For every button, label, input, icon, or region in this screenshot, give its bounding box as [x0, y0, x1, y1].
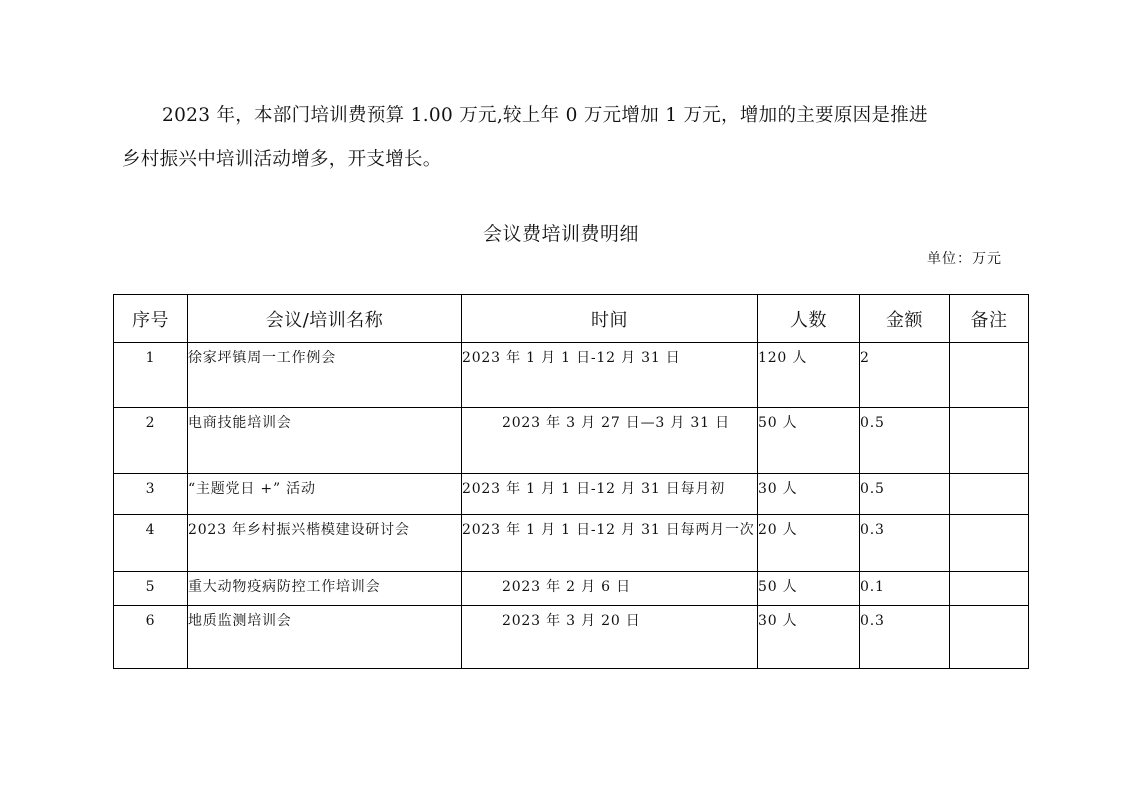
- table-row: [114, 474, 1029, 515]
- table-header-row: [114, 295, 1029, 343]
- header-amount: 金额: [860, 295, 950, 343]
- cell-no: 6: [114, 606, 188, 669]
- cell-amount: 0.3: [860, 515, 950, 572]
- header-no: 序号: [114, 295, 188, 343]
- cell-no: 2: [114, 408, 188, 474]
- header-note: 备注: [950, 295, 1029, 343]
- cell-time: 2023 年 1 月 1 日-12 月 31 日每两月一次: [462, 515, 758, 572]
- cell-amount: 2: [860, 343, 950, 408]
- table-row: [114, 408, 1029, 474]
- cell-name: 电商技能培训会: [188, 408, 462, 474]
- meeting-training-fee-table: [113, 294, 1029, 669]
- cell-amount: 0.3: [860, 606, 950, 669]
- cell-people: 50 人: [758, 572, 860, 606]
- header-people: 人数: [758, 295, 860, 343]
- table-title: 会议费培训费明细: [482, 223, 639, 245]
- cell-name: “主题党日 +” 活动: [188, 474, 462, 515]
- cell-time: 2023 年 1 月 1 日-12 月 31 日: [462, 343, 758, 408]
- cell-no: 4: [114, 515, 188, 572]
- header-name: 会议/培训名称: [188, 295, 462, 343]
- cell-no: 1: [114, 343, 188, 408]
- cell-time: 2023 年 2 月 6 日: [462, 572, 758, 606]
- cell-amount: 0.1: [860, 572, 950, 606]
- cell-note: [950, 343, 1029, 408]
- cell-note: [950, 606, 1029, 669]
- cell-note: [950, 474, 1029, 515]
- budget-paragraph-line-2: 乡村振兴中培训活动增多，开支增长。: [122, 149, 442, 170]
- cell-name: 地质监测培训会: [188, 606, 462, 669]
- cell-name: 徐家坪镇周一工作例会: [188, 343, 462, 408]
- table-row: [114, 515, 1029, 572]
- cell-name: 重大动物疫病防控工作培训会: [188, 572, 462, 606]
- table-row: [114, 343, 1029, 408]
- cell-name: 2023 年乡村振兴楷模建设研讨会: [188, 515, 462, 572]
- cell-people: 30 人: [758, 606, 860, 669]
- budget-paragraph-line-1: 2023 年，本部门培训费预算 1.00 万元,较上年 0 万元增加 1 万元，增加的主要原因是推进: [162, 105, 928, 126]
- cell-note: [950, 408, 1029, 474]
- unit-label: 单位：万元: [927, 251, 1002, 267]
- cell-no: 3: [114, 474, 188, 515]
- cell-time: 2023 年 3 月 20 日: [462, 606, 758, 669]
- cell-note: [950, 572, 1029, 606]
- header-time: 时间: [462, 295, 758, 343]
- cell-people: 120 人: [758, 343, 860, 408]
- cell-people: 30 人: [758, 474, 860, 515]
- cell-note: [950, 515, 1029, 572]
- cell-amount: 0.5: [860, 474, 950, 515]
- cell-people: 50 人: [758, 408, 860, 474]
- cell-no: 5: [114, 572, 188, 606]
- cell-time: 2023 年 1 月 1 日-12 月 31 日每月初: [462, 474, 758, 515]
- table-row: [114, 572, 1029, 606]
- cell-time: 2023 年 3 月 27 日—3 月 31 日: [462, 408, 758, 474]
- cell-people: 20 人: [758, 515, 860, 572]
- table-row: [114, 606, 1029, 669]
- cell-amount: 0.5: [860, 408, 950, 474]
